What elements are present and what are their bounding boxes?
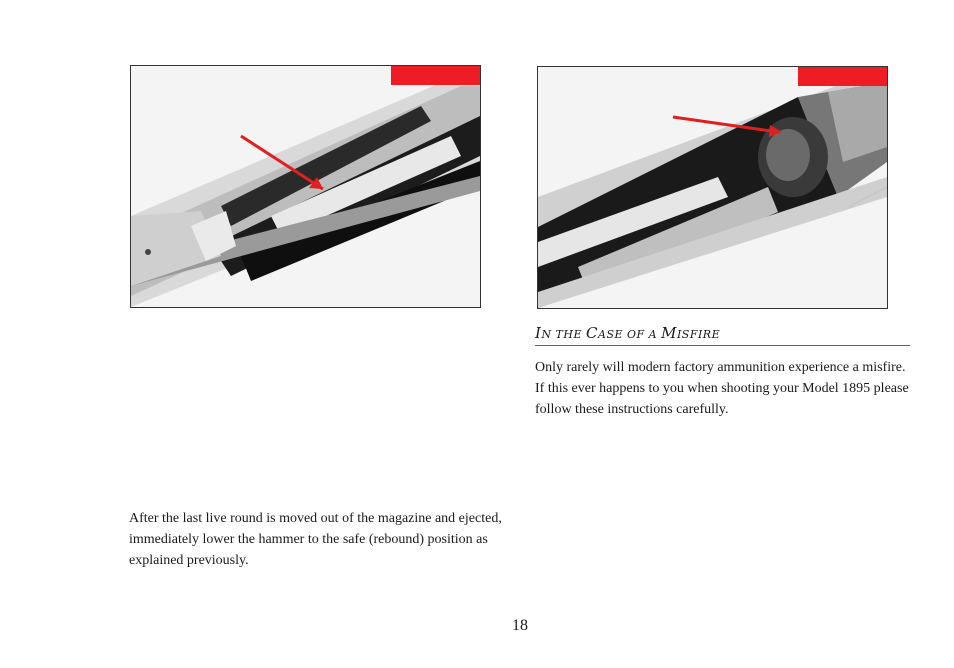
chamber-illustration: [538, 67, 887, 308]
heading-word-2: ASE OF A: [598, 328, 662, 341]
receiver-photo-left: [130, 65, 481, 308]
last-round-paragraph: After the last live round is moved out of the magazine and ejected, immediately lower the hammer to the safe (rebound) position as explained previously.: [129, 511, 502, 568]
heading-word-1: N THE: [541, 328, 587, 341]
receiver-illustration: [131, 66, 480, 307]
section-heading: [535, 324, 910, 346]
heading-cap-3: M: [661, 324, 677, 342]
heading-word-3: ISFIRE: [676, 328, 721, 341]
heading-cap-2: C: [586, 324, 598, 342]
misfire-paragraph: Only rarely will modern factory ammunition experience a misfire. If this ever happens to you when shooting your Model 1895 please follow these instructions carefully.: [535, 360, 909, 417]
red-tab-marker: [391, 66, 480, 85]
heading-cap-1: I: [535, 324, 542, 342]
red-tab-marker: [798, 67, 887, 86]
receiver-photo-right: [537, 66, 888, 309]
page-number: 18: [512, 617, 528, 634]
